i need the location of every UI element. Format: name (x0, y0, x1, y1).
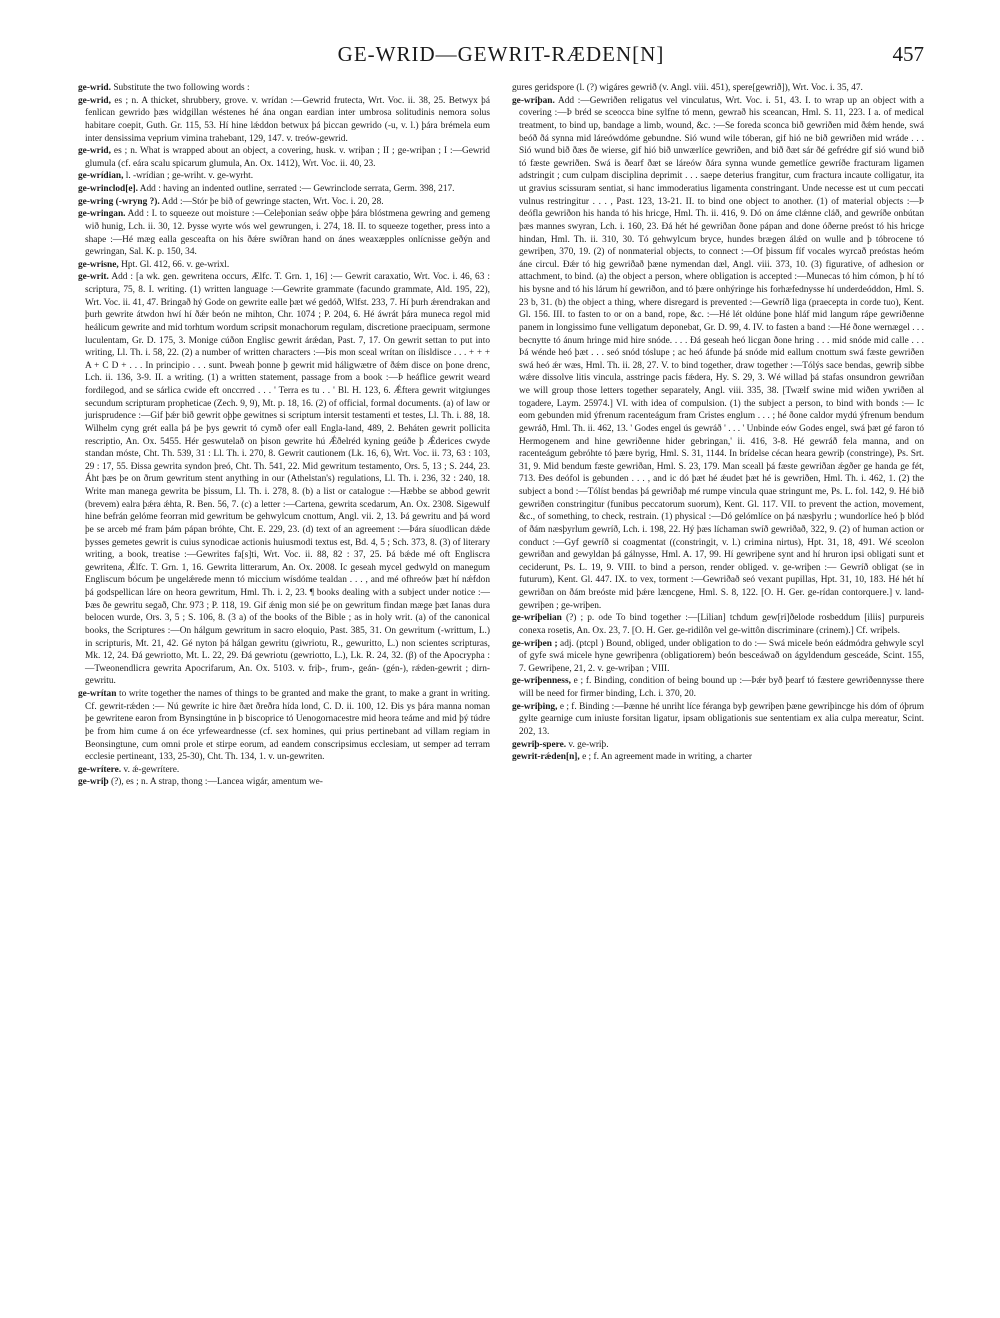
dictionary-entry (78, 764, 490, 777)
dictionary-entry (78, 170, 490, 183)
entry-headword: ge-wringan. (78, 209, 126, 220)
entry-headword: ge-wriþing, (512, 701, 558, 712)
columns (78, 82, 924, 1292)
dictionary-entry (78, 196, 490, 209)
entry-headword: gewrit-rǽden[n], (512, 752, 580, 763)
entry-text: adj. (ptcpl ) Bound, obliged, under obligation to do :— Swá micele beón eádmódra gehwyle scyl of gyfe swá micele hyne gewriþenra (obligatiorem) beón besceáwað on ágyldendum gesceáde, Scint. 155, 7. Gewriþene, 21, 2. v. ge-wriþan ; VIII. (519, 638, 924, 674)
dictionary-page (78, 40, 924, 1290)
entry-text: (?), es ; n. A strap, thong :—Lancea wigár, amentum we- (110, 777, 323, 788)
dictionary-entry (78, 259, 490, 272)
entry-text: e ; f. Binding, condition of being bound up :—Þǽr byð þearf tó fæstere gewriðennysse there will be need for firmer binding, Lch. i. 370, 20. (519, 676, 924, 699)
entry-text: es ; n. A thicket, shrubbery, grove. v. wrídan :—Gewrid frutecta, Wrt. Voc. ii. 38, 25. Betwyx þá fenlican gewrido þæs widgillan wéstenes hé ána ongan eardian inter umbrosa solitudinis nemora solus habitare coepit, Guth. Gr. 115, 53. Hí hine lǽddon betwux þá þiccan gewrido (-u, v. l.) þára brémela eum inter densissima veprium vimina trahebant, 129, 147. v. treów-gewrid. (85, 95, 490, 144)
entry-headword: ge-wriþ (78, 777, 109, 788)
dictionary-entry (512, 638, 924, 676)
entry-headword: ge-wriþen ; (512, 638, 558, 649)
entry-text: Hpt. Gl. 412, 66. v. ge-wrixl. (121, 259, 230, 270)
dictionary-entry (78, 208, 490, 259)
entry-text: l. -wrídian ; ge-wriht. v. ge-wyrht. (125, 171, 254, 182)
dictionary-entry (78, 776, 490, 789)
entry-headword: ge-wrid. (78, 83, 111, 93)
entry-headword: ge-wrítere. (78, 764, 122, 775)
left-column (78, 82, 490, 1292)
entry-text: Add : [a wk. gen. gewritena occurs, Ælfc. T. Grn. 1, 16] :— Gewrit caraxatio, Wrt. Voc. i. 46, 63 : scriptura, 75, 8. I. writing. (1) written language :—Gewrite grammate (facundo grammate, Ald. 195, 22), Wrt. Voc. ii. 41, 47. Bringað hý Gode on gewrite ealle þæt wé gedóð, Wlfst. 233, 7. Hí þurh ǽrendrakan and þurh gewrite átwdon hwí hí ðǽr beón ne mihton, Chr. 1074 ; P. 204, 6. Hé áwrát þára muneca regol mid heálicum gewrite and mid torhtum wordum scripsit monachorum regulam, discretione praecipuam, sermone luculentam, Gr. D. 175, 3. Monige cúðon Englisc gewrit árǽdan, Past. 7, 17. On gewrit settan to put into writing, Ll. Th. i. 58, 22. (2) a number of written characters :—Þis mon sceal wrítan on ílisldisce . . . + + + A + C D + . . . In principio . . . sunt. Þweah þonne þ gewrit mid háligwætre of ðǽm disce on þone drenc, Lch. ii. 136, 3-9. II. a writing. (1) a written statement, passage from a book :—Þ heáflice gewrit weard fordilegod, and se sárlica cwide eft onccrred . . . ' Terra es tu . . ' Bl. H. 123, 6. Ǽftera gewrit witgiunges secundum scripturam propheticae (Zech. 9, 9), Mt. p. 18, 16. (2) of official, formal documents. (a) of law or jurisprudence :—Gif þǽr bið gewrit oþþe gewitnes si scriptum intersit testamenti et testes, Ll. Th. i. 88, 18. Wilhelm cyng grét ealla þá þe þys gewrit tó cymð ofer eall Engla-land, 489, 2. Beháten gewrit pollicita rescriptio, An. Ox. 5455. Hér geswutelað on þison gewrite hú Ǽðelréd kyning geúðe þ Ǽderices cwyde standan móste, Cht. Th. 539, 31 : Ll. Th. i. 270, 8. Gewrit cautionem (Lk. 16, 6), Wrt. Voc. ii. 73, 63 : 103, 29 : 17, 55. Ðissa gewrita syndon þreó, Cht. Th. 541, 22. Mid gewritum testamento, Ors. 5, 13 ; S. 244, 23. Áht þæs þe on ðrum gewritum stent anything in our (Athelstan's) regulations, Ll. Th. i. 236, 32 : 240, 18. Write man manega gewrita be þissum, Ll. Th. i. 278, 8. (b) a list or catalogue :—Hæbbe se abbod gewrit (brevem) ealra þǽra ǽhta, R. Ben. 56, 7. (c) a letter :—Cartena, gewrita scedarum, An. Ox. 2308. Sigewulf hine befrán gelóme feorran mid gewritum be gehwylcum cnottum, Angl. vii. 2, 13. Þá gewritu and þá word þe se arceb mé fram þám pápan bróhte, Cht. E. 229, 23. (d) text of an agreement :—Þára síuodlican dǽde þysses gemetes gewrit is cuius synodicae actionis huiusmodi textus est, Bd. 4, 5 ; Sch. 373, 8. (3) of literary writing, a book, treatise :—Gewrites fa[s]ti, Wrt. Voc. ii. 88, 82 : 37, 25. Þá bǽde mé oft Engliscra gewritena, Ǽlfc. T. Grn. 1, 16. Gewrita litterarum, An. Ox. 2008. Ic geseah mycel gedwyld on manegum Engliscum bócum þe ungelǽrede menn tó miccium wísdóme tealdan . . . , and mé ofhreów þæt hí nǽfdon þá godspellican láre on heora gewritum, Hml. Th. i. 2, 23. ¶ books dealing with a subject under notice :—Þæs ðe gewritu segað, Chr. 973 ; P. 118, 19. Gif ǽnig mon sié þe on gewritum findan mæge þæt Ianas dura belocen wurde, Ors. 3, 5 ; S. 106, 8. (3 a) of the books of the Bible ; as in holy writ. (a) of the canonical books, the Scriptures :—On hálgum gewritum in sacro eloquio, Past. 385, 31. On gewritum (-writtum, L.) in scripturis, Mt. 21, 42. Gé nyton þá hálgan gewritu (giwriotu, R., gewuritto, L.) non scientes scripturas, Mk. 12, 24. Ðá gewriotto, Mt. L. 22, 29. Ðá gewriotu (gewriotto, L.), Lk. R. 24, 32. (β) of the Apocrypha :—Tweonendlicra gewrita Apocrifarum, An. Ox. 5103. v. friþ-, frum-, geán- (gén-), rǽden-gewrit ; dirn-gewritu. (85, 272, 490, 687)
dictionary-entry (78, 183, 490, 196)
dictionary-entry (512, 739, 924, 752)
entry-text: (?) ; p. ode To bind together :—[Lilian] tchdum gew[ri]ðelode rosbeddum [iliis] purpureis conexa rosetis, An. Ox. 23, 7. [O. H. Ger. ge-ridilôn vel ge-wittôn discriminare (crinem).] Cf. wriþels. (519, 613, 924, 636)
dictionary-entry (512, 701, 924, 739)
entry-text: Substitute the two following words : (113, 83, 250, 93)
entry-headword: ge-wring (-wryng ?). (78, 196, 160, 207)
dictionary-entry (512, 751, 924, 764)
entry-headword: ge-wriþenness, (512, 676, 571, 687)
right-column (512, 82, 924, 1292)
entry-headword: ge-wrisne, (78, 259, 119, 270)
entry-headword: gewriþ-spere. (512, 739, 567, 750)
page-number: 457 (892, 42, 924, 66)
dictionary-entry (512, 82, 924, 95)
dictionary-entry (78, 145, 490, 170)
dictionary-entry (78, 95, 490, 146)
entry-text: es ; n. What is wrapped about an object, a covering, husk. v. wriþan ; II ; ge-wriþan ; I :—Gewrid glumula (cf. eára scalu spicarum glumula, An. Ox. 1412), Wrt. Voc. ii. 40, 23. (85, 146, 490, 169)
dictionary-entry (512, 95, 924, 613)
page-header (78, 40, 924, 74)
entry-headword: ge-wrinclod[e]. (78, 184, 138, 194)
entry-text: v. ge-wriþ. (568, 739, 609, 750)
entry-headword: ge-wrídian, (78, 171, 124, 182)
dictionary-entry (78, 82, 490, 95)
entry-headword: ge-wriþelian (512, 613, 562, 624)
entry-headword: ge-wrid, (78, 146, 111, 157)
entry-text: gures geridspore (l. (?) wigáres gewrið (v. Angl. viii. 451), spere[gewrið]), Wrt. Voc. i. 35, 47. (512, 83, 863, 93)
dictionary-entry (78, 271, 490, 688)
entry-text: Add : I. to squeeze out moisture :—Celeþonian seáw oþþe þára blóstmena gewring and gemeng wið hunig, Lch. ii. 30, 12. Þysse wyrte wós wel gewrungen, i. 274, 18. II. to squeeze together, press into a shape :—Hé mæg ealla gesceafta on his ðǽre swíðran hand on ánes weaxæpples onlícnisse geðýn and gewringan, Sal. K. p. 150, 34. (85, 209, 490, 258)
dictionary-entry (78, 688, 490, 764)
entry-headword: ge-wrítan (78, 689, 117, 699)
entry-text: to write together the names of things to be granted and make the grant, to make a grant in writing. Cf. gewrit-rǽden :— Nú gewríte ic hire ðæt ðreðra hída lond, C. D. ii. 100, 12. Ðis ys þára manna noman þe gewritene earon from Bynsingtúne in þ biscoprice tó Uenogornacestre mid heora teáme and mid þý túdre þe from him cume á on éce yrfeweardnesse (cf. sex homines, qui prius pertinebant ad villam regiam in Beonsingtune, cum omni prole et stirpe eorum, ad eandem conscripsimus ecclesiam, ut semper ad terram ecclesie pertineant, 133, 25-30), Cht. Th. 134, 1. v. un-gewriten. (85, 689, 490, 763)
entry-text: e ; f. Binding :—Þænne hé unriht líce féranga byþ gewriþen þæne gewriþincge his dóm of óþrum gylte gearnige cum iniuste forsitan ligatur, ipsam obligationis sue sententiam ex alia culpa mereatur, Scint. 202, 13. (519, 701, 924, 737)
entry-headword: ge-wrid, (78, 95, 111, 106)
dictionary-entry (512, 675, 924, 700)
dictionary-entry (512, 612, 924, 637)
entry-text: Add :—Gewriðen religatus vel vinculatus, Wrt. Voc. i. 51, 43. I. to wrap up an object with a covering :—Þ bréd se sceocca bine sylfne tó menn, gewrað his sceancan, Hml. S. 11, 223. I a. of medical treatment, to bind up, bandage a limb, wound, &c. :—Se foreda sconca bið gewriðen mid ðǽm hende, swá beóð ðá synna mid láreówdóme gebundne. Sió wund wile tóberan, gif hió ne bið gewriðen mid wráde . . . Sió wund bið ðæs ðe wierse, gif hió bið unwærlíce gewriðen, and bið ðæt sár ðé gefrédre gif sió wund bið tó fæste gewriðen. Swá is ðearf ðæt se láreów ðára synna wunde gemetlíce gewríðe fracturam ligamen adstringit ; cum culpam disciplina deprimit . . . saepe deterius frangitur, cum fractura incaute colligatur, ita ut gravius scissuram sentiat, si hanc immoderatius ligamenta constringant. Unde necesse est ut cum peccati vulnus restringitur . . . , Past. 123, 13-21. II. to bind one object to another. (1) of material objects :—Þ deófla gewriðon his handa tó his hricge, Hml. Th. ii. 416, 9. Dó on áme clǽnne cláð, and gewríðe onbútan þæs mannes swyran, Lch. i. 160, 23. Ðá hét hé gewriðan ðone pápan and done óðerne preóst tó his hricge hindan, Hml. Th. ii. 310, 30. Tó gehwylcum bryce, hundes brægen álǽd on wulle and þ tóbrocene tó gewriþen, 370, 19. (2) of nonmaterial objects, to connect :—Of þissum fíf vocales wyrcað preóstas heóm áne circul. Ðǽr tó hig gewriðað þæne nymendan dæl, Angl. viii. 373, 10. (3) figurative, of adhesion or attachment, to bind. (a) the object a person, where obligation is accepted :—Munecas tó him cómon, þ hí tó his bysne and tó his lárum hí gewriðon, and tó þære onhýringe his forhæfednysse hí underdeóddon, Hml. S. 23 b, 31. (b) the object a thing, where disregard is prevented :—Gewríð liga (praecepta in corde tuo), Kent. Gl. 156. III. to fasten to or on a band, rope, &c. :—Hé lét oldúne þone hláf mid langum rápe gewriðenne panem in longissimo fune velligatum deponebat, Gr. D. 99, 4. IV. to fasten a band :—Hé ðone wernægel . . . becnytte tó ánum hringe mid hire snóde. . . . Ðá geseah heó licgan ðone hring . . . mid snóde mid calle . . . Þá wénde heó þæt . . . seó snód tóslupe ; ac heó áfunde þá snóde mid eallum cnottum swá fæste gewriðen swá heó ǽr wæs, Hml. Th. ii. 28, 27. V. to bind together, draw together :—Tólýs sace bendas, gewriþ sibbe wǽre dissolve litis vincula, asstringe pacis fǽdera, Hy. S. 29, 3. Wé willad þá stafas onsundron gewriðan we will group those letters together separately, Angl. viii. 335, 38. [Twælf swine mid wiðen ywriðen al togadere, Laym. 25974.] VI. with idea of compulsion. (1) the subject a person, to bind with bonds :— Ic eom gebunden mid ýfrenum racenteágum fram Cristes englum . . . ; hé ðone caldor mydú ýfrenum bendum gewráð, Hml. Th. ii. 462, 13. ' Godes engel ús gewráð ' . . . ' Unbinde eów Godes engel, swá þæt gé faron tó Hermogenem and hine gewriðenne hider gebringan,' ii. 416, 3-8. Hé gewráð fela manna, and on racenteágum gebróhte tó þære byrig, Hml. S. 31, 1144. In brídelse cécan heara gewriþ (constringe), Ps. Srt. 31, 9. Mid bendum fæste gewriðan, Hml. S. 23, 179. Man sceall þá fæste gewriðan ǽgðer ge handa ge fét, 713. Ðes deófol is gebunden . . . , and ic dó þæt hé ǽudet þæt hé is gewriðen, Hml. Th. i. 462, 1. (2) the subject a bond :—Tólíst bendas þá gewriðaþ mé rumpe vincula quae stringunt me, Ps. L. fol. 142, 9. Hé bið gewriðen constringitur (funibus peccatorum suorum), Kent. Gl. 117. VII. to prevent the action, movement, &c., of something, to check, restrain. (1) physical :—Dó gelómlíce on þá næsþyrlu ; wundorlíce heó þ blód of ðám næsþyrlum gewríð, Lch. i. 198, 22. Hý þæs líchaman swíð gewriðað, 322, 9. (2) of human action or conduct :—Gyf gewríð si coagmentat ((constringit, v. l.) crimina nirtus), Hpt. 31, 18, 491. Wé sceolon gewriðan and gewyldan þá gálnysse, Hml. A. 17, 99. Hí gewriþene synt and hí hruron ipsi obligati sunt et ceciderunt, Ps. L. 19, 9. VIII. to bind a person, render obliged. v. ge-wriþen :— Gewríð obligat (se in futurum), Kent. Gl. 447. IX. to vex, torment :—Gewriðað seó vexant pupillas, Hpt. 31, 10, 183. Hé hét hí gewriðan on ðám breóste mid þǽre læncgene, Hml. S. 8, 122. [O. H. Ger. ge-rídan contorquere.] v. land-gewriþen ; ge-wriþen. (519, 95, 924, 611)
entry-headword: ge-wriþan. (512, 95, 555, 106)
entry-text: Add :—Stór þe bið of gewringe stacten, Wrt. Voc. i. 20, 28. (161, 196, 384, 207)
running-head: GE-WRID—GEWRIT-RÆDEN[N] (337, 42, 665, 66)
entry-text: v. ǽ-gewrítere. (123, 764, 180, 775)
entry-text: e ; f. An agreement made in writing, a charter (582, 752, 753, 763)
entry-text: Add : having an indented outline, serrated :— Gewrinclode serrata, Germ. 398, 217. (139, 184, 455, 194)
entry-headword: ge-writ. (78, 272, 109, 283)
